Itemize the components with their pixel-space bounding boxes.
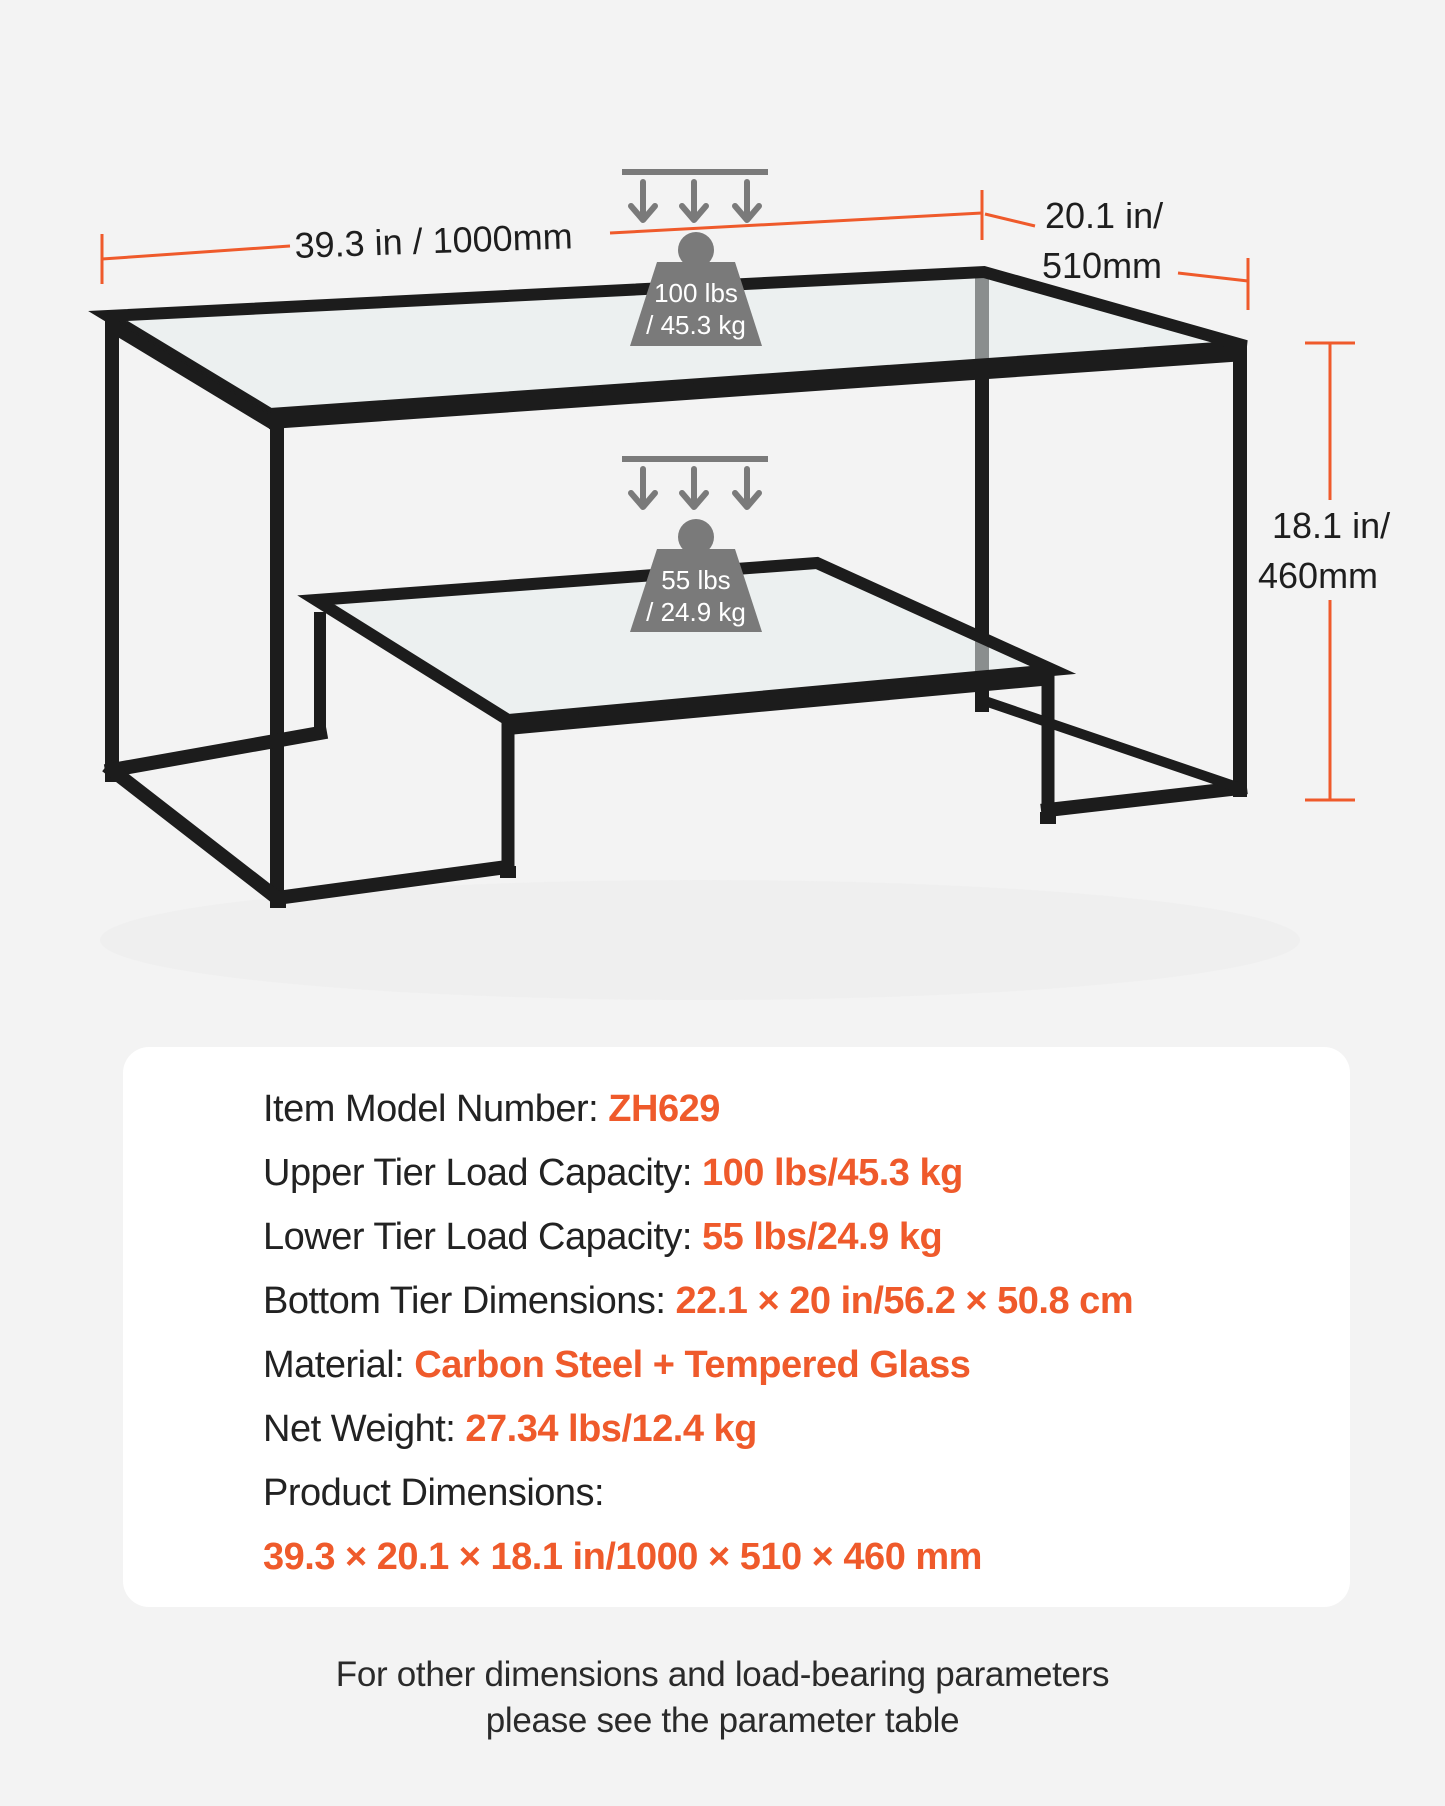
height-label-line2: 460mm — [1258, 555, 1379, 596]
depth-label-line1: 20.1 in/ — [1045, 195, 1164, 236]
lower-load-text-2: / 24.9 kg — [646, 597, 746, 627]
spec-bottom-tier-dimensions — [263, 1269, 1133, 1333]
spec-label: Lower Tier Load Capacity: — [263, 1216, 703, 1258]
depth-label-line2: 510mm — [1042, 245, 1163, 286]
spec-value: 55 lbs/24.9 kg — [702, 1216, 943, 1258]
footnote — [0, 1652, 1445, 1744]
height-label-line1: 18.1 in/ — [1272, 505, 1391, 546]
spec-label: Item Model Number: — [263, 1088, 609, 1130]
spec-upper-load — [263, 1141, 1133, 1205]
spec-net-weight — [263, 1397, 1133, 1461]
upper-load-text-2: / 45.3 kg — [646, 310, 746, 340]
spec-material — [263, 1333, 1133, 1397]
footnote-line-1: For other dimensions and load-bearing parameters — [335, 1655, 1110, 1694]
spec-value: 22.1 × 20 in/56.2 × 50.8 cm — [675, 1280, 1134, 1322]
spec-value: ZH629 — [608, 1088, 720, 1130]
spec-product-dimensions-label — [263, 1461, 1133, 1525]
spec-model-number — [263, 1077, 1133, 1141]
footnote-line-2: please see the parameter table — [485, 1701, 960, 1740]
spec-product-dimensions-value — [263, 1525, 1133, 1589]
spec-label: Bottom Tier Dimensions: — [263, 1280, 676, 1322]
spec-card — [123, 1047, 1350, 1607]
spec-list — [263, 1077, 1133, 1589]
spec-label: Material: — [263, 1344, 415, 1386]
spec-value: 27.34 lbs/12.4 kg — [465, 1408, 757, 1450]
spec-label: Net Weight: — [263, 1408, 466, 1450]
spec-value: 100 lbs/45.3 kg — [702, 1152, 963, 1194]
spec-value: Carbon Steel + Tempered Glass — [414, 1344, 971, 1386]
spec-label: Product Dimensions: — [263, 1472, 605, 1514]
upper-load-text-1: 100 lbs — [654, 278, 738, 308]
spec-lower-load — [263, 1205, 1133, 1269]
spec-value: 39.3 × 20.1 × 18.1 in/1000 × 510 × 460 mm — [263, 1536, 982, 1578]
spec-label: Upper Tier Load Capacity: — [263, 1152, 703, 1194]
lower-load-text-1: 55 lbs — [661, 565, 731, 595]
width-label: 39.3 in / 1000mm — [293, 215, 574, 266]
